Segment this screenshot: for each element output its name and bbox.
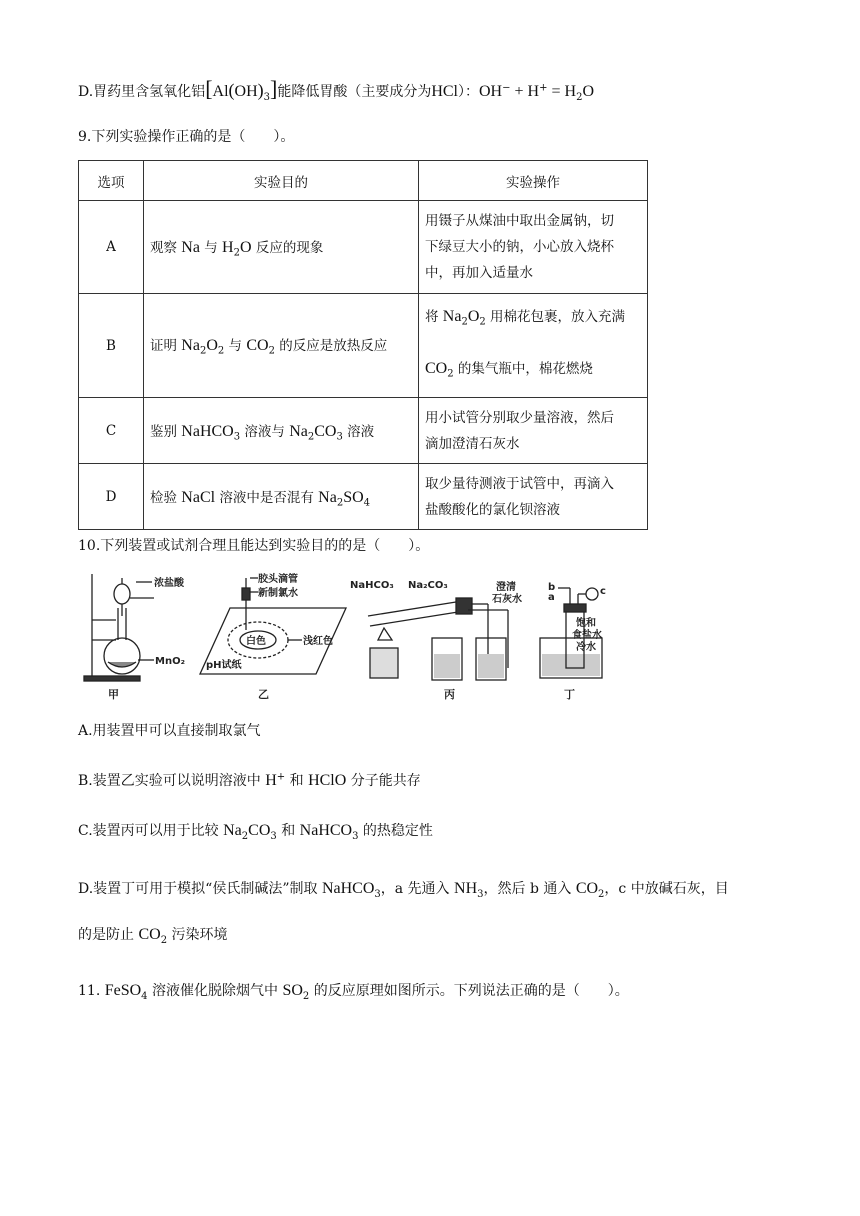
caption-jia: 甲 <box>108 688 119 701</box>
option-label: B <box>79 294 144 398</box>
eq-h2: H <box>564 83 577 100</box>
label-chlorine-water: 新制氯水 <box>258 588 298 599</box>
operation-cell: 用镊子从煤油中取出金属钠，切 下绿豆大小的钠，小心放入烧杯 中，再加入适量水 <box>419 201 648 294</box>
label-b: b <box>548 582 556 593</box>
operation-cell: 将 $Na_2O_2$ 用棉花包裹，放入充满 $CO_2$ 的集气瓶中，棉花燃烧 <box>419 294 648 398</box>
table-row <box>79 398 648 464</box>
q10-option-d-line2: 的是防止 $CO_2$ 污染环境 <box>78 926 228 946</box>
apparatus-yi <box>200 572 346 701</box>
q8d-after: ）： <box>458 84 479 100</box>
sup: − <box>502 82 511 94</box>
option-label: D <box>79 464 144 530</box>
label-limewater-2: 石灰水 <box>492 594 522 605</box>
apparatus-ding <box>540 582 606 701</box>
eq-plus: + <box>510 83 528 100</box>
label-saturated: 饱和 <box>576 618 596 629</box>
eq-equals: = <box>547 83 565 100</box>
caption-bing: 丙 <box>444 688 455 701</box>
q11-stem: 11. FeSO$_4$ 溶液催化脱除烟气中 $SO_2$ 的反应原理如图所示。下列说法正确的是（ ）。 <box>78 982 629 1002</box>
apparatus-jia <box>84 574 185 701</box>
option-label: A <box>79 201 144 294</box>
operation-cell: 用小试管分别取少量溶液，然后 滴加澄清石灰水 <box>419 398 648 464</box>
operation-cell: 取少量待测液于试管中，再滴入 盐酸酸化的氯化钡溶液 <box>419 464 648 530</box>
label-cold-water: 冷水 <box>576 642 596 653</box>
label-c: c <box>600 586 606 597</box>
label-dropper: 胶头滴管 <box>258 574 298 585</box>
label-a: a <box>548 592 555 603</box>
q8d-text: D.胃药里含氢氧化铝 <box>78 84 206 100</box>
header-operation: 实验操作 <box>419 161 648 201</box>
q9-table <box>78 160 648 530</box>
table-row <box>79 464 648 530</box>
table-row <box>79 201 648 294</box>
label-ph-paper: pH试纸 <box>206 660 242 671</box>
caption-yi: 乙 <box>258 688 269 701</box>
label-nahco3: NaHCO₃ <box>350 580 394 591</box>
purpose-cell: 鉴别 NaHCO$_3$ 溶液与 $Na_2CO_3$ 溶液 <box>144 398 419 464</box>
label-white: 白色 <box>246 636 266 647</box>
label-mno2: MnO₂ <box>155 656 185 667</box>
purpose-cell: 证明 $Na_2O_2$ 与 $CO_2$ 的反应是放热反应 <box>144 294 419 398</box>
label-limewater-1: 澄清 <box>496 582 516 593</box>
q10-option-b: B.装置乙实验可以说明溶液中 H+ 和 HClO 分子能共存 <box>78 771 421 789</box>
q8-option-d: D.胃药里含氢氧化铝$[Al(OH)_3]$能降低胃酸（主要成分为HCl）：$OH^- + H^+ = H_2O$ <box>78 76 595 103</box>
table-header-row <box>79 161 648 201</box>
header-option: 选项 <box>79 161 144 201</box>
table-row <box>79 294 648 398</box>
subscript: 3 <box>263 91 270 103</box>
label-brine: 食盐水 <box>572 630 602 641</box>
caption-ding: 丁 <box>564 688 575 701</box>
purpose-cell: 观察 Na 与 $H_2O$ 反应的现象 <box>144 201 419 294</box>
apparatus-bing <box>350 580 522 701</box>
formula-al: Al <box>212 83 229 100</box>
eq-o: O <box>582 83 595 100</box>
formula-oh: OH <box>234 83 258 100</box>
q9-stem: 9.下列实验操作正确的是（ ）。 <box>78 129 295 145</box>
header-purpose: 实验目的 <box>144 161 419 201</box>
eq-h: H <box>527 83 540 100</box>
subscript: 2 <box>576 91 583 103</box>
q10-option-a: A.用装置甲可以直接制取氯气 <box>78 723 261 739</box>
q10-option-c: C.装置丙可以用于比较 $Na_2CO_3$ 和 NaHCO$_3$ 的热稳定性 <box>78 822 433 842</box>
q8d-mid: 能降低胃酸（主要成分为 <box>277 84 432 100</box>
purpose-cell: 检验 NaCl 溶液中是否混有 $Na_2SO_4$ <box>144 464 419 530</box>
sup: + <box>539 82 548 94</box>
label-pink: 浅红色 <box>303 636 333 647</box>
label-na2co3: Na₂CO₃ <box>408 580 448 591</box>
label-conc-hcl: 浓盐酸 <box>154 578 184 589</box>
apparatus-figures <box>78 568 608 704</box>
option-label: C <box>79 398 144 464</box>
eq-oh: OH <box>479 83 503 100</box>
q10-option-d: D.装置丁可用于模拟“侯氏制碱法”制取 NaHCO$_3$，a 先通入 $NH_3$，然后 b 通入 $CO_2$，c 中放碱石灰，目 <box>78 880 729 900</box>
q10-stem: 10.下列装置或试剂合理且能达到实验目的的是（ ）。 <box>78 538 430 554</box>
formula-hcl: HCl <box>431 83 458 100</box>
